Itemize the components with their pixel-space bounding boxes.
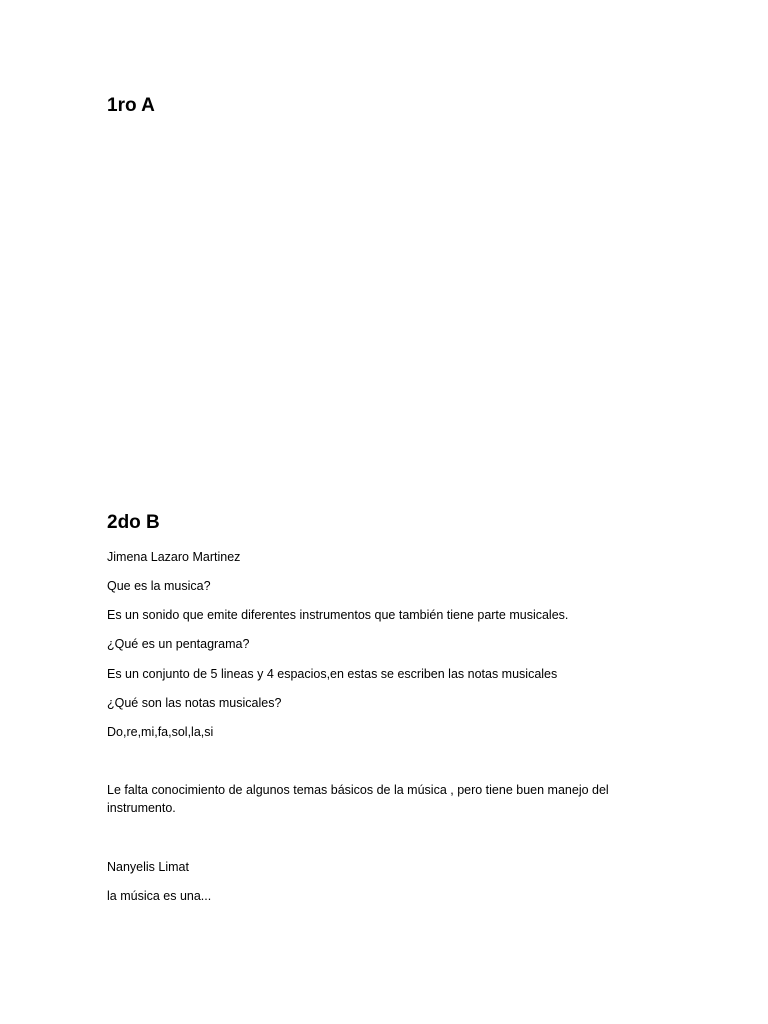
question-que-es-la-musica: Que es la musica? [107,579,211,593]
answer-pentagrama: Es un conjunto de 5 lineas y 4 espacios,en estas se escriben las notas musicales [107,667,558,681]
student-name-nanyelis: Nanyelis Limat [107,860,189,874]
section-heading-2do-b: 2do B [107,512,160,533]
section-heading-1ro-a: 1ro A [107,95,155,116]
question-notas-musicales: ¿Qué son las notas musicales? [107,696,282,710]
answer-notas-musicales: Do,re,mi,fa,sol,la,si [107,725,214,739]
student-name-jimena: Jimena Lazaro Martinez [107,550,241,564]
answer-que-es-la-musica: Es un sonido que emite diferentes instrumentos que también tiene parte musicales. [107,608,569,622]
teacher-comment-jimena: Le falta conocimiento de algunos temas básicos de la música , pero tiene buen manejo del instrumento. [107,783,609,815]
question-pentagrama: ¿Qué es un pentagrama? [107,637,250,651]
answer-nanyelis: la música es una... [107,889,212,903]
